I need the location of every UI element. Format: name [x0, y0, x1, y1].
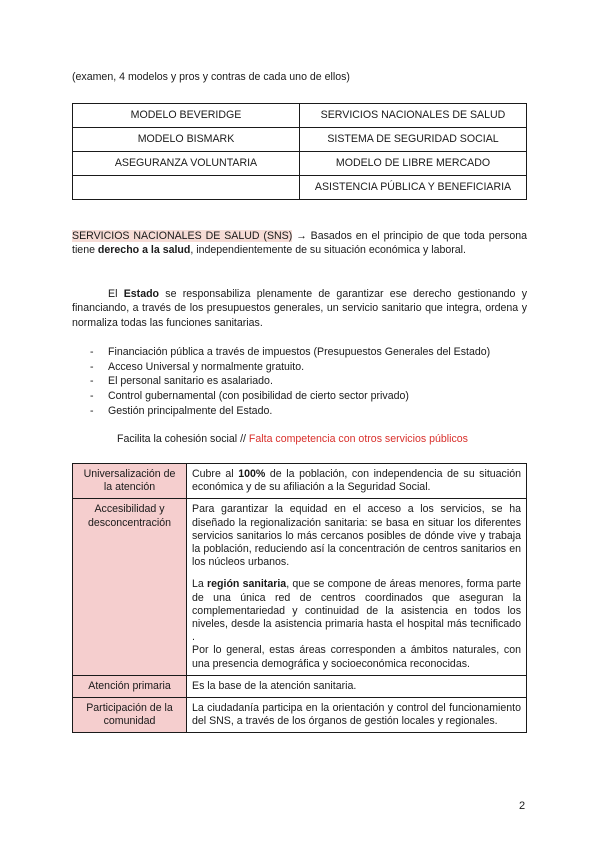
row-label: Participación de la comunidad [73, 698, 187, 733]
table-row [73, 152, 527, 176]
universal-bold: 100% [238, 468, 266, 480]
estado-pre: El [108, 288, 124, 300]
sns-paragraph [72, 229, 527, 258]
table-row [73, 176, 527, 200]
table-row [73, 698, 527, 733]
sns-rest: , independientemente de su situación económica y laboral. [190, 244, 466, 257]
sns-term-highlight: SERVICIOS NACIONALES DE SALUD (SNS) [72, 230, 293, 242]
universal-rest: de la población, con independencia de su situación económica y de su afiliación a la Seguridad Social. [192, 468, 521, 494]
dash-bullet: - [90, 404, 94, 417]
table-cell: ASEGURANZA VOLUNTARIA [73, 152, 300, 176]
cohesion-red-text: Falta competencia con otros servicios públicos [248, 433, 468, 445]
row-description [187, 464, 527, 499]
list-item [72, 389, 527, 404]
cohesion-text: Facilita la cohesión social // [117, 433, 249, 445]
list-item-text: El personal sanitario es asalariado. [108, 375, 273, 388]
list-item [72, 374, 527, 389]
dash-bullet: - [90, 390, 94, 403]
list-item [72, 345, 527, 360]
list-item-text: Control gubernamental (con posibilidad de cierto sector privado) [108, 390, 409, 403]
dash-bullet: - [90, 375, 94, 388]
table-cell: ASISTENCIA PÚBLICA Y BENEFICIARIA [300, 176, 527, 200]
access-p2-rest: , que se compone de áreas menores, forma parte de una única red de centros coordinados que aseguran la complementariedad y continuidad de la asistencia en todos los niveles, desde la asistencia primaria hasta el hospital más tecnificado . [192, 578, 522, 644]
table-cell: SERVICIOS NACIONALES DE SALUD [300, 104, 527, 128]
table-cell [73, 176, 300, 200]
page-number: 2 [519, 800, 526, 812]
table-row [73, 499, 527, 675]
table-row [73, 464, 527, 499]
row-description: Es la base de la atención sanitaria. [187, 675, 527, 697]
estado-paragraph [72, 287, 527, 330]
row-label: Universalización de la atención [73, 464, 187, 499]
list-item [72, 404, 527, 419]
row-label: Accesibilidad y desconcentración [73, 499, 187, 675]
sns-arrow-text: → Basados en el principio de que toda persona tiene [72, 230, 527, 257]
estado-rest: se responsabiliza plenamente de garantizar ese derecho gestionando y financiando, a través de los presupuestos generales, un servicio sanitario que integra, ordena y normaliza todas las funciones sanitarias. [72, 288, 527, 329]
row-description [187, 499, 527, 675]
table-row [73, 675, 527, 697]
list-item-text: Gestión principalmente del Estado. [108, 404, 273, 417]
table-cell: SISTEMA DE SEGURIDAD SOCIAL [300, 128, 527, 152]
list-item-text: Acceso Universal y normalmente gratuito. [108, 360, 305, 373]
table-row [73, 128, 527, 152]
access-paragraph-2 [192, 578, 521, 644]
dash-bullet: - [90, 360, 94, 373]
table-row [73, 104, 527, 128]
table-cell: MODELO DE LIBRE MERCADO [300, 152, 527, 176]
estado-bold: Estado [123, 288, 160, 300]
cohesion-line [117, 432, 537, 446]
row-description: La ciudadanía participa en la orientación y control del funcionamiento del SNS, a través de los órganos de gestión locales y regionales. [187, 698, 527, 733]
characteristics-table [72, 463, 527, 733]
sns-bold-right: derecho a la salud [97, 244, 191, 257]
row-label: Atención primaria [73, 675, 187, 697]
dash-bullet: - [90, 346, 94, 358]
table-cell: MODELO BISMARK [73, 128, 300, 152]
universal-pre: Cubre al [192, 468, 239, 480]
intro-line: (examen, 4 modelos y pros y contras de cada uno de ellos) [72, 71, 350, 83]
list-item-text: Financiación pública a través de impuestos (Presupuestos Generales del Estado) [108, 346, 491, 358]
table-cell: MODELO BEVERIDGE [73, 104, 300, 128]
access-paragraph-1: Para garantizar la equidad en el acceso a los servicios, se ha diseñado la regionalización sanitaria: se basa en situar los diferentes servicios sanitarios lo más cercanos posibles de dónde vive y trabaja la población, reduciendo así la concentración de centros sanitarios en los núcleos urbanos. [192, 503, 521, 569]
list-item [72, 360, 527, 375]
access-p2-pre: La [192, 578, 208, 591]
features-list [72, 345, 527, 418]
access-p2-bold: región sanitaria [207, 578, 287, 591]
models-table [72, 103, 527, 200]
access-paragraph-3: Por lo general, estas áreas corresponden a ámbitos naturales, con una presencia demográfica y socioeconómica reconocidas. [192, 644, 521, 670]
